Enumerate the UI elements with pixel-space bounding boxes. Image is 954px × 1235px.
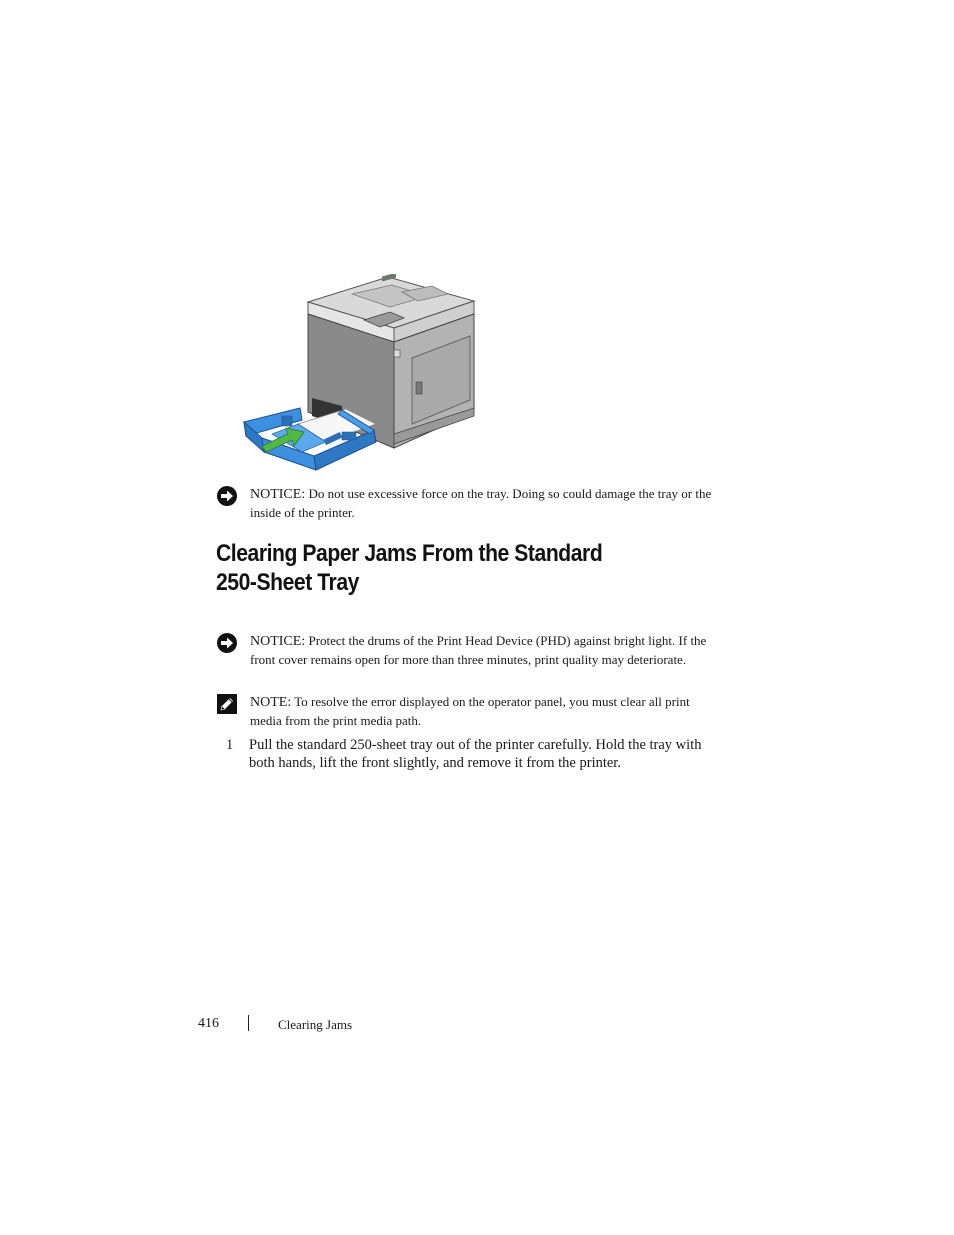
notice-text [250,485,720,522]
note-body: To resolve the error displayed on the operator panel, you must clear all print media from the print media path. [250,694,690,728]
pencil-note-icon [216,693,238,715]
note-text [250,693,720,730]
notice-arrow-icon [216,632,238,654]
section-heading: Clearing Paper Jams From the Standard 250-Sheet Tray [216,540,603,596]
notice-body: Do not use excessive force on the tray. Doing so could damage the tray or the inside of the printer. [250,486,712,520]
step-number: 1 [226,737,234,753]
notice-body: Protect the drums of the Print Head Device (PHD) against bright light. If the front cover remains open for more than three minutes, print quality may deteriorate. [250,633,707,667]
notice-label: NOTICE: [250,487,306,502]
footer-section-title: Clearing Jams [278,1017,353,1032]
step-text: Pull the standard 250-sheet tray out of the printer carefully. Hold the tray with both hands, lift the front slightly, and remove it from the printer. [249,737,702,771]
notice-text [250,632,720,669]
printer-tray-illustration [242,274,478,474]
page-number: 416 [198,1016,219,1031]
note-label: NOTE: [250,695,292,710]
notice-label: NOTICE: [250,634,306,649]
footer-divider [248,1015,249,1031]
notice-arrow-icon [216,485,238,507]
